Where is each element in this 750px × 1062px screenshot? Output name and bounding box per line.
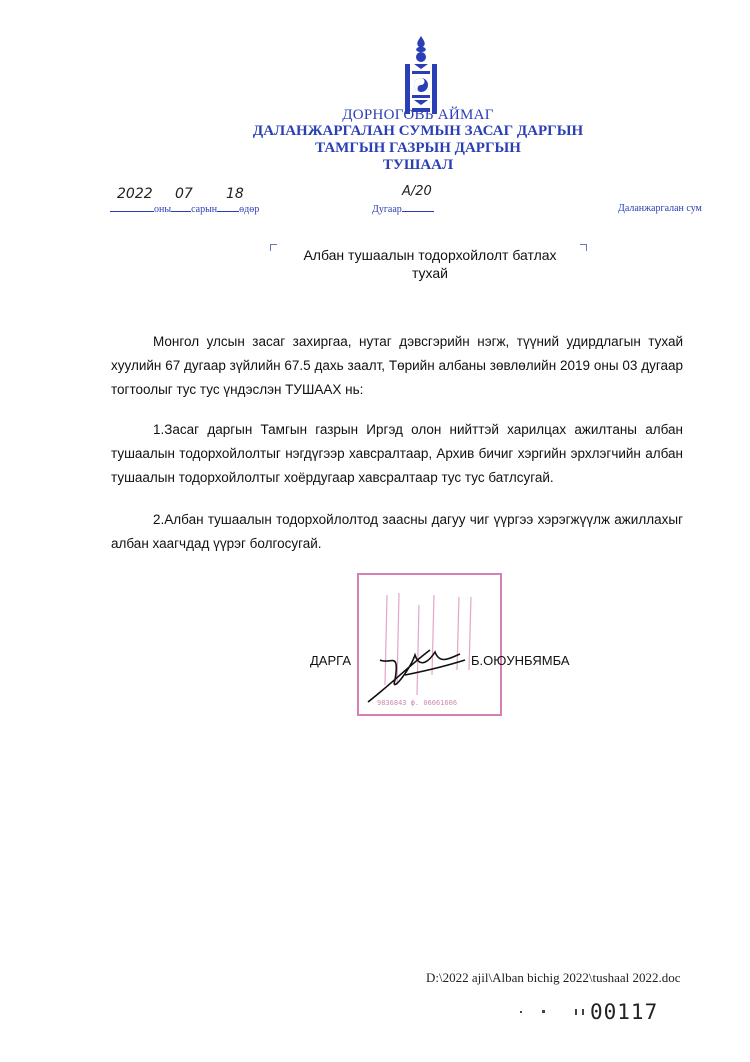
handwritten-day: 18 [226, 186, 244, 202]
handwritten-month: 07 [175, 186, 193, 202]
signer-title: ДАРГА [310, 653, 351, 668]
document-code: 00117 [590, 1000, 659, 1024]
header-aimag: ДОРНОГОВЬ АЙМАГ [342, 107, 494, 123]
subject-line-1: Албан тушаалын тодорхойлолт батлах [303, 247, 557, 263]
signer-name: Б.ОЮУНБЯМБА [471, 653, 570, 668]
header-organization: ДАЛАНЖАРГАЛАН СУМЫН ЗАСАГ ДАРГЫН [252, 123, 584, 139]
file-path: D:\2022 ajil\Alban bichig 2022\tushaal 2022.doc [426, 970, 681, 985]
body-paragraph-2: 1.Засаг даргын Тамгын газрын Иргэд олон нийттэй харилцах ажилтаны албан тушаалын тодорхойлолтыг нэгдүгээр хавсралтаар, Архив бичиг хэргийн эрхлэгчийн албан тушаалын тодорхойлолтыг хоёрдугаар хавсралтаар тус тус батлсугай. [111, 422, 683, 485]
scan-specks [520, 1007, 590, 1019]
number-line [372, 201, 434, 215]
soyombo-emblem-icon [401, 34, 441, 114]
month-suffix: сарын [191, 204, 218, 215]
stamp-number: 9836843 ф. 06061606 [377, 699, 458, 707]
handwritten-year: 2022 [117, 186, 153, 202]
handwritten-signature-icon [360, 640, 470, 710]
date-line [110, 201, 259, 215]
subject-line-2: тухай [411, 265, 449, 281]
header-doc-type: ТУШААЛ [382, 157, 454, 173]
body-paragraph-1: Монгол улсын засаг захиргаа, нутаг дэвсгэрийн нэгж, түүний удирдлагын тухай хуулийн 67 дугаар зүйлийн 67.5 дахь заалт, Төрийн албаны зөвлөлийн 2019 оны 03 дугаар тогтоолыг тус тус үндэслэн ТУШААХ нь: [111, 334, 683, 397]
place-name: Даланжаргалан сум [618, 203, 702, 214]
number-label: Дугаар [372, 204, 402, 215]
handwritten-number: А/20 [402, 184, 432, 199]
body-paragraph-3: 2.Албан тушаалын тодорхойлолтод заасны дагуу чиг үүргээ хэрэгжүүлж ажиллахыг албан хаагчдад үүрэг болгосугай. [111, 512, 683, 551]
day-suffix: өдөр [239, 204, 260, 215]
year-suffix: оны [154, 204, 172, 215]
header-office: ТАМГЫН ГАЗРЫН ДАРГЫН [315, 140, 521, 156]
subject-title [270, 246, 590, 282]
